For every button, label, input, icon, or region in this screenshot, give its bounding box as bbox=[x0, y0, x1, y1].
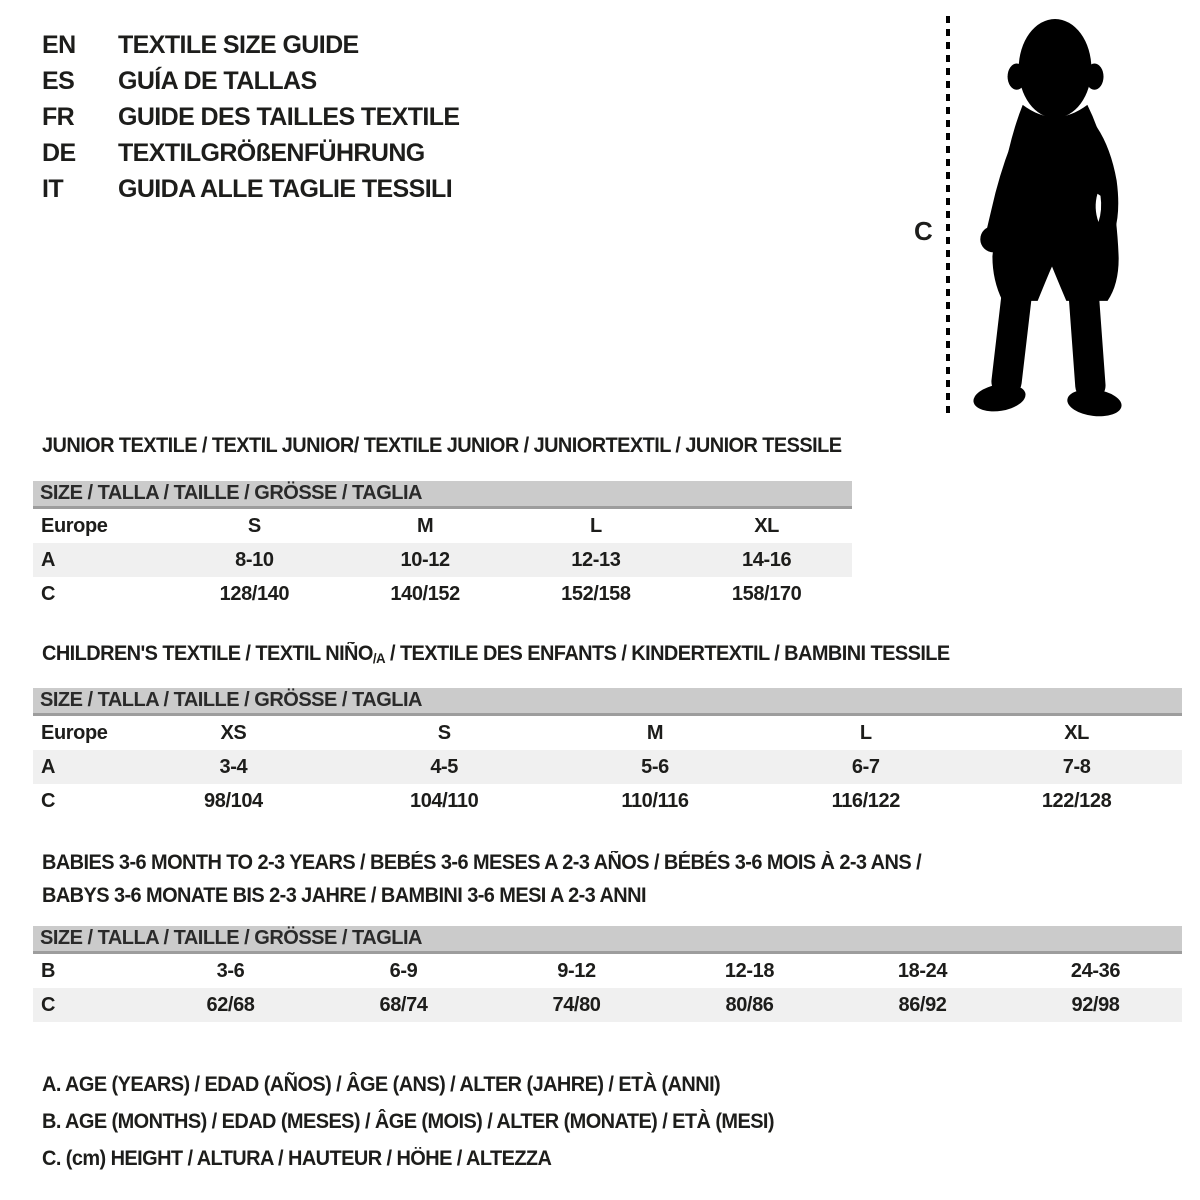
row-label: Europe bbox=[41, 721, 108, 744]
size-cell: 6-9 bbox=[389, 959, 418, 982]
size-cell: 5-6 bbox=[641, 755, 669, 778]
size-cell: S bbox=[437, 721, 451, 744]
children-section-title: CHILDREN'S TEXTILE / TEXTIL NIÑO/A / TEXTILE DES ENFANTS / KINDERTEXTIL / BAMBINI TESSILE bbox=[42, 642, 950, 666]
language-row-it bbox=[42, 171, 460, 207]
height-measure-figure bbox=[900, 14, 1162, 426]
height-measure-label: C bbox=[914, 216, 933, 246]
size-table-header: SIZE / TALLA / TAILLE / GRÖSSE / TAGLIA bbox=[33, 688, 1182, 716]
measure-legend bbox=[42, 1066, 813, 1177]
size-cell: 12-18 bbox=[724, 959, 775, 982]
toddler-silhouette-icon bbox=[960, 16, 1142, 420]
size-cell: M bbox=[416, 514, 434, 537]
size-cell: L bbox=[859, 721, 872, 744]
height-measure-line bbox=[944, 16, 952, 416]
size-cell: 74/80 bbox=[552, 993, 601, 1016]
size-cell: M bbox=[646, 721, 664, 744]
row-label: A bbox=[41, 548, 56, 571]
size-cell: 122/128 bbox=[1041, 789, 1112, 812]
size-cell: 14-16 bbox=[742, 548, 792, 571]
size-cell: 104/110 bbox=[409, 789, 479, 812]
size-cell: 9-12 bbox=[557, 959, 596, 982]
language-title: TEXTILGRÖßENFÜHRUNG bbox=[118, 138, 425, 167]
table-row-europe bbox=[33, 716, 1182, 750]
babies-size-table bbox=[33, 926, 1182, 1022]
language-code: EN bbox=[42, 30, 76, 59]
junior-size-table bbox=[33, 481, 852, 611]
size-table-header: SIZE / TALLA / TAILLE / GRÖSSE / TAGLIA bbox=[33, 481, 852, 509]
size-cell: XL bbox=[1064, 721, 1089, 744]
size-cell: 140/152 bbox=[390, 582, 460, 605]
row-label: A bbox=[41, 755, 56, 778]
size-cell: 116/122 bbox=[831, 789, 900, 812]
table-row-height bbox=[33, 577, 852, 611]
row-label: C bbox=[41, 582, 56, 605]
table-row-height bbox=[33, 988, 1182, 1022]
size-cell: 3-6 bbox=[216, 959, 245, 982]
language-title: GUIDE DES TAILLES TEXTILE bbox=[118, 102, 460, 131]
language-title: GUÍA DE TALLAS bbox=[118, 66, 317, 95]
size-cell: 98/104 bbox=[204, 789, 263, 812]
size-cell: 152/158 bbox=[561, 582, 631, 605]
size-cell: 12-13 bbox=[571, 548, 621, 571]
legend-line-c: C. (cm) HEIGHT / ALTURA / HAUTEUR / HÖHE / ALTEZZA bbox=[42, 1147, 552, 1170]
language-list bbox=[42, 27, 460, 207]
language-row-es bbox=[42, 63, 460, 99]
size-cell: 128/140 bbox=[219, 582, 290, 605]
size-cell: 68/74 bbox=[379, 993, 428, 1016]
size-cell: 110/116 bbox=[621, 789, 689, 812]
language-code: DE bbox=[42, 138, 76, 167]
language-title: GUIDA ALLE TAGLIE TESSILI bbox=[118, 174, 453, 203]
size-cell: 62/68 bbox=[206, 993, 255, 1016]
table-row-months bbox=[33, 954, 1182, 988]
language-code: ES bbox=[42, 66, 75, 95]
language-code: IT bbox=[42, 174, 64, 203]
size-cell: 7-8 bbox=[1062, 755, 1091, 778]
legend-line-a: A. AGE (YEARS) / EDAD (AÑOS) / ÂGE (ANS) / ALTER (JAHRE) / ETÀ (ANNI) bbox=[42, 1073, 721, 1096]
size-cell: 3-4 bbox=[219, 755, 248, 778]
babies-title-line-2: BABYS 3-6 MONATE BIS 2-3 JAHRE / BAMBINI 3-6 MESI A 2-3 ANNI bbox=[42, 884, 646, 907]
size-cell: 158/170 bbox=[731, 582, 802, 605]
size-cell: 18-24 bbox=[897, 959, 948, 982]
size-cell: S bbox=[247, 514, 261, 537]
junior-section-title: JUNIOR TEXTILE / TEXTIL JUNIOR/ TEXTILE JUNIOR / JUNIORTEXTIL / JUNIOR TESSILE bbox=[42, 434, 842, 457]
language-row-en bbox=[42, 27, 460, 63]
row-label: C bbox=[41, 993, 56, 1016]
size-table-header: SIZE / TALLA / TAILLE / GRÖSSE / TAGLIA bbox=[33, 926, 1182, 954]
language-title: TEXTILE SIZE GUIDE bbox=[118, 30, 359, 59]
size-cell: 4-5 bbox=[430, 755, 459, 778]
size-cell: 80/86 bbox=[725, 993, 774, 1016]
language-row-fr bbox=[42, 99, 460, 135]
table-row-age bbox=[33, 750, 1182, 784]
table-row-europe bbox=[33, 509, 852, 543]
size-cell: 86/92 bbox=[898, 993, 947, 1016]
size-cell: 24-36 bbox=[1070, 959, 1121, 982]
table-row-height bbox=[33, 784, 1182, 818]
children-size-table bbox=[33, 688, 1182, 818]
babies-section-title bbox=[42, 846, 921, 912]
row-label: C bbox=[41, 789, 56, 812]
language-code: FR bbox=[42, 102, 75, 131]
size-cell: XS bbox=[220, 721, 247, 744]
row-label: B bbox=[41, 959, 56, 982]
size-cell: 92/98 bbox=[1071, 993, 1120, 1016]
size-cell: 6-7 bbox=[851, 755, 880, 778]
language-row-de bbox=[42, 135, 460, 171]
babies-title-line-1: BABIES 3-6 MONTH TO 2-3 YEARS / BEBÉS 3-6 MESES A 2-3 AÑOS / BÉBÉS 3-6 MOIS À 2-3 ANS / bbox=[42, 851, 922, 874]
size-cell: XL bbox=[754, 514, 779, 537]
size-cell: 10-12 bbox=[400, 548, 450, 571]
table-row-age bbox=[33, 543, 852, 577]
legend-line-b: B. AGE (MONTHS) / EDAD (MESES) / ÂGE (MOIS) / ALTER (MONATE) / ETÀ (MESI) bbox=[42, 1110, 774, 1133]
size-cell: L bbox=[589, 514, 602, 537]
row-label: Europe bbox=[41, 514, 108, 537]
size-cell: 8-10 bbox=[235, 548, 274, 571]
